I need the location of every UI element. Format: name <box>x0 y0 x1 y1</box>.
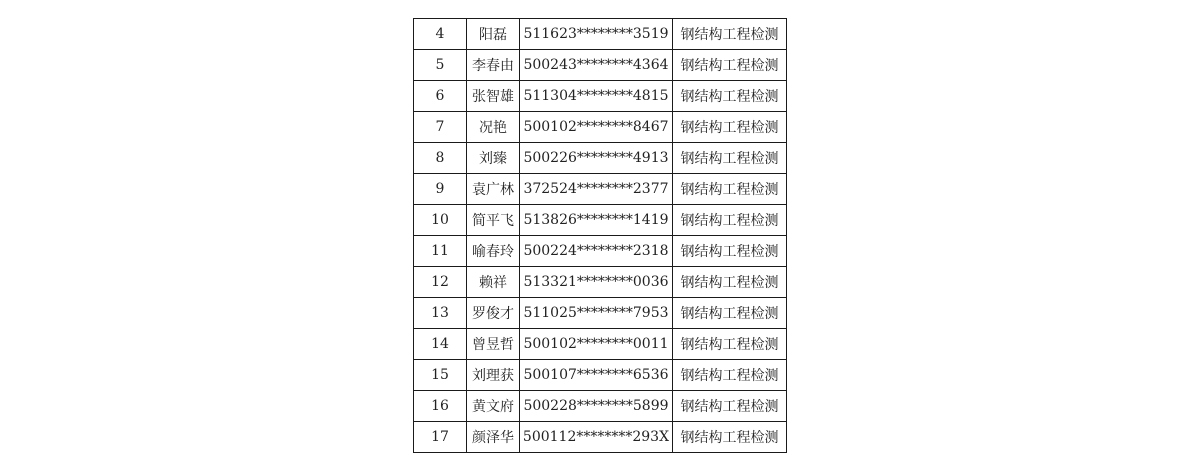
inspection-category-cell: 钢结构工程检测 <box>673 112 787 143</box>
person-name-cell: 袁广林 <box>467 174 520 205</box>
person-name-cell: 罗俊才 <box>467 298 520 329</box>
id-number-cell: 511623********3519 <box>520 19 673 50</box>
table-row <box>414 143 787 174</box>
person-name-cell: 颜泽华 <box>467 422 520 453</box>
person-name-cell: 李春由 <box>467 50 520 81</box>
inspection-category-cell: 钢结构工程检测 <box>673 267 787 298</box>
id-number-cell: 500224********2318 <box>520 236 673 267</box>
table-row <box>414 81 787 112</box>
personnel-table-container <box>413 18 787 453</box>
person-name-cell: 黄文府 <box>467 391 520 422</box>
row-number-cell: 6 <box>414 81 467 112</box>
table-row <box>414 174 787 205</box>
inspection-category-cell: 钢结构工程检测 <box>673 19 787 50</box>
table-row <box>414 19 787 50</box>
inspection-category-cell: 钢结构工程检测 <box>673 205 787 236</box>
row-number-cell: 12 <box>414 267 467 298</box>
person-name-cell: 刘臻 <box>467 143 520 174</box>
person-name-cell: 阳磊 <box>467 19 520 50</box>
person-name-cell: 况艳 <box>467 112 520 143</box>
table-row <box>414 360 787 391</box>
table-row <box>414 267 787 298</box>
inspection-category-cell: 钢结构工程检测 <box>673 174 787 205</box>
row-number-cell: 7 <box>414 112 467 143</box>
personnel-table-body <box>414 19 787 453</box>
id-number-cell: 500243********4364 <box>520 50 673 81</box>
inspection-category-cell: 钢结构工程检测 <box>673 329 787 360</box>
row-number-cell: 16 <box>414 391 467 422</box>
row-number-cell: 8 <box>414 143 467 174</box>
id-number-cell: 511304********4815 <box>520 81 673 112</box>
personnel-table <box>413 18 787 453</box>
table-row <box>414 422 787 453</box>
inspection-category-cell: 钢结构工程检测 <box>673 81 787 112</box>
table-row <box>414 298 787 329</box>
inspection-category-cell: 钢结构工程检测 <box>673 360 787 391</box>
id-number-cell: 500102********0011 <box>520 329 673 360</box>
row-number-cell: 13 <box>414 298 467 329</box>
id-number-cell: 511025********7953 <box>520 298 673 329</box>
id-number-cell: 513826********1419 <box>520 205 673 236</box>
person-name-cell: 喻春玲 <box>467 236 520 267</box>
inspection-category-cell: 钢结构工程检测 <box>673 50 787 81</box>
row-number-cell: 5 <box>414 50 467 81</box>
person-name-cell: 张智雄 <box>467 81 520 112</box>
person-name-cell: 曾昱哲 <box>467 329 520 360</box>
person-name-cell: 刘理获 <box>467 360 520 391</box>
inspection-category-cell: 钢结构工程检测 <box>673 298 787 329</box>
row-number-cell: 4 <box>414 19 467 50</box>
row-number-cell: 15 <box>414 360 467 391</box>
inspection-category-cell: 钢结构工程检测 <box>673 422 787 453</box>
table-row <box>414 50 787 81</box>
inspection-category-cell: 钢结构工程检测 <box>673 143 787 174</box>
row-number-cell: 10 <box>414 205 467 236</box>
id-number-cell: 500107********6536 <box>520 360 673 391</box>
row-number-cell: 17 <box>414 422 467 453</box>
table-row <box>414 112 787 143</box>
person-name-cell: 赖祥 <box>467 267 520 298</box>
inspection-category-cell: 钢结构工程检测 <box>673 236 787 267</box>
table-row <box>414 205 787 236</box>
inspection-category-cell: 钢结构工程检测 <box>673 391 787 422</box>
row-number-cell: 9 <box>414 174 467 205</box>
row-number-cell: 14 <box>414 329 467 360</box>
id-number-cell: 500112********293X <box>520 422 673 453</box>
id-number-cell: 372524********2377 <box>520 174 673 205</box>
row-number-cell: 11 <box>414 236 467 267</box>
table-row <box>414 329 787 360</box>
id-number-cell: 500228********5899 <box>520 391 673 422</box>
person-name-cell: 简平飞 <box>467 205 520 236</box>
id-number-cell: 500102********8467 <box>520 112 673 143</box>
table-row <box>414 236 787 267</box>
table-row <box>414 391 787 422</box>
id-number-cell: 500226********4913 <box>520 143 673 174</box>
id-number-cell: 513321********0036 <box>520 267 673 298</box>
